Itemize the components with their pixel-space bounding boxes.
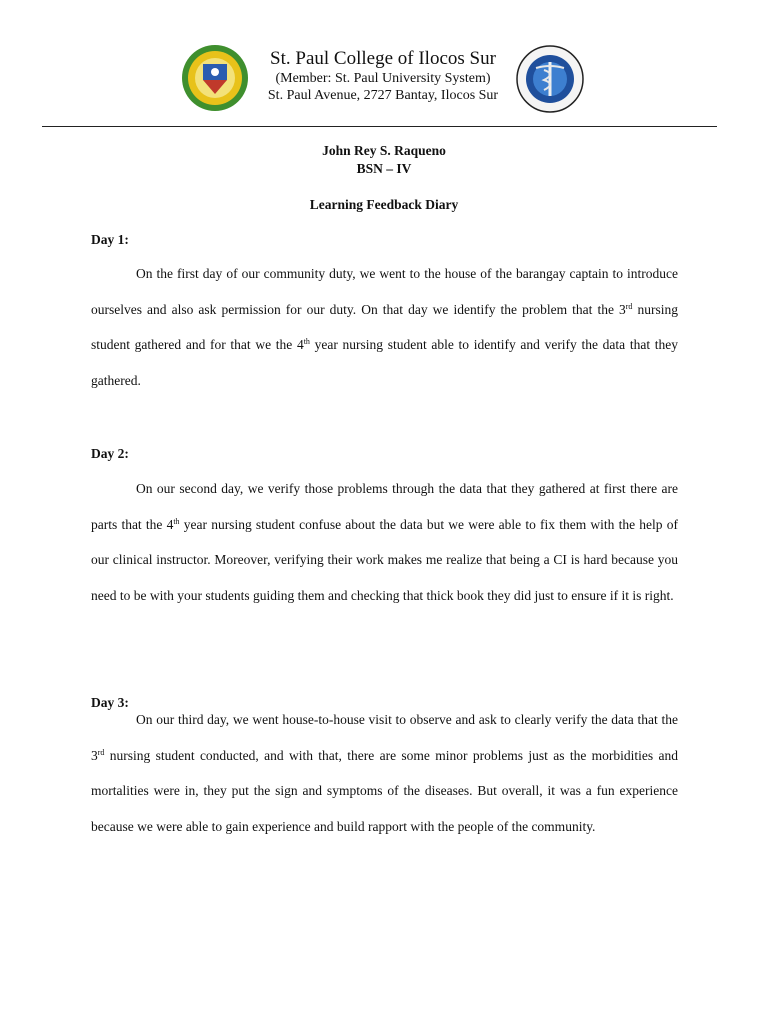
document-title: Learning Feedback Diary xyxy=(309,197,459,212)
author-name: John Rey S. Raqueno xyxy=(322,143,446,158)
college-member-line: (Member: St. Paul University System) xyxy=(275,71,491,86)
college-seal-logo xyxy=(181,44,249,112)
college-address: St. Paul Avenue, 2727 Bantay, Ilocos Sur xyxy=(267,88,499,103)
day-1-paragraph: On the first day of our community duty, we went to the house of the barangay captain to introduce ourselves and also ask permission for our duty. On that day we identify the problem that the 3rd nursing student gathered and for that we the 4th year nursing student able to identify and verify the data that they gathered. xyxy=(91,266,679,389)
header-divider xyxy=(42,126,717,127)
day-2-heading: Day 2: xyxy=(91,446,129,461)
day-1-heading: Day 1: xyxy=(91,232,129,247)
college-name: St. Paul College of Ilocos Sur xyxy=(270,48,496,69)
nursing-seal-logo xyxy=(516,44,584,114)
author-course: BSN – IV xyxy=(356,161,412,176)
day-3-heading: Day 3: xyxy=(91,695,129,710)
college-header xyxy=(250,47,516,104)
day-2-paragraph: On our second day, we verify those problems through the data that they gathered at first there are parts that the 4th year nursing student confuse about the data but we were able to fix them with the help of our clinical instructor. Moreover, verifying their work makes me realize that being a CI is hard because you need to be with your students guiding them and checking that thick book they did just to ensure if it is right. xyxy=(91,481,678,604)
day-3-paragraph: On our third day, we went house-to-house visit to observe and ask to clearly verify the data that the 3rd nursing student conducted, and with that, there are some minor problems just as the morbidities and mortalities were in, they put the sign and symptoms of the diseases. But overall, it was a fun experience because we were able to gain experience and build rapport with the people of the community. xyxy=(91,712,678,835)
